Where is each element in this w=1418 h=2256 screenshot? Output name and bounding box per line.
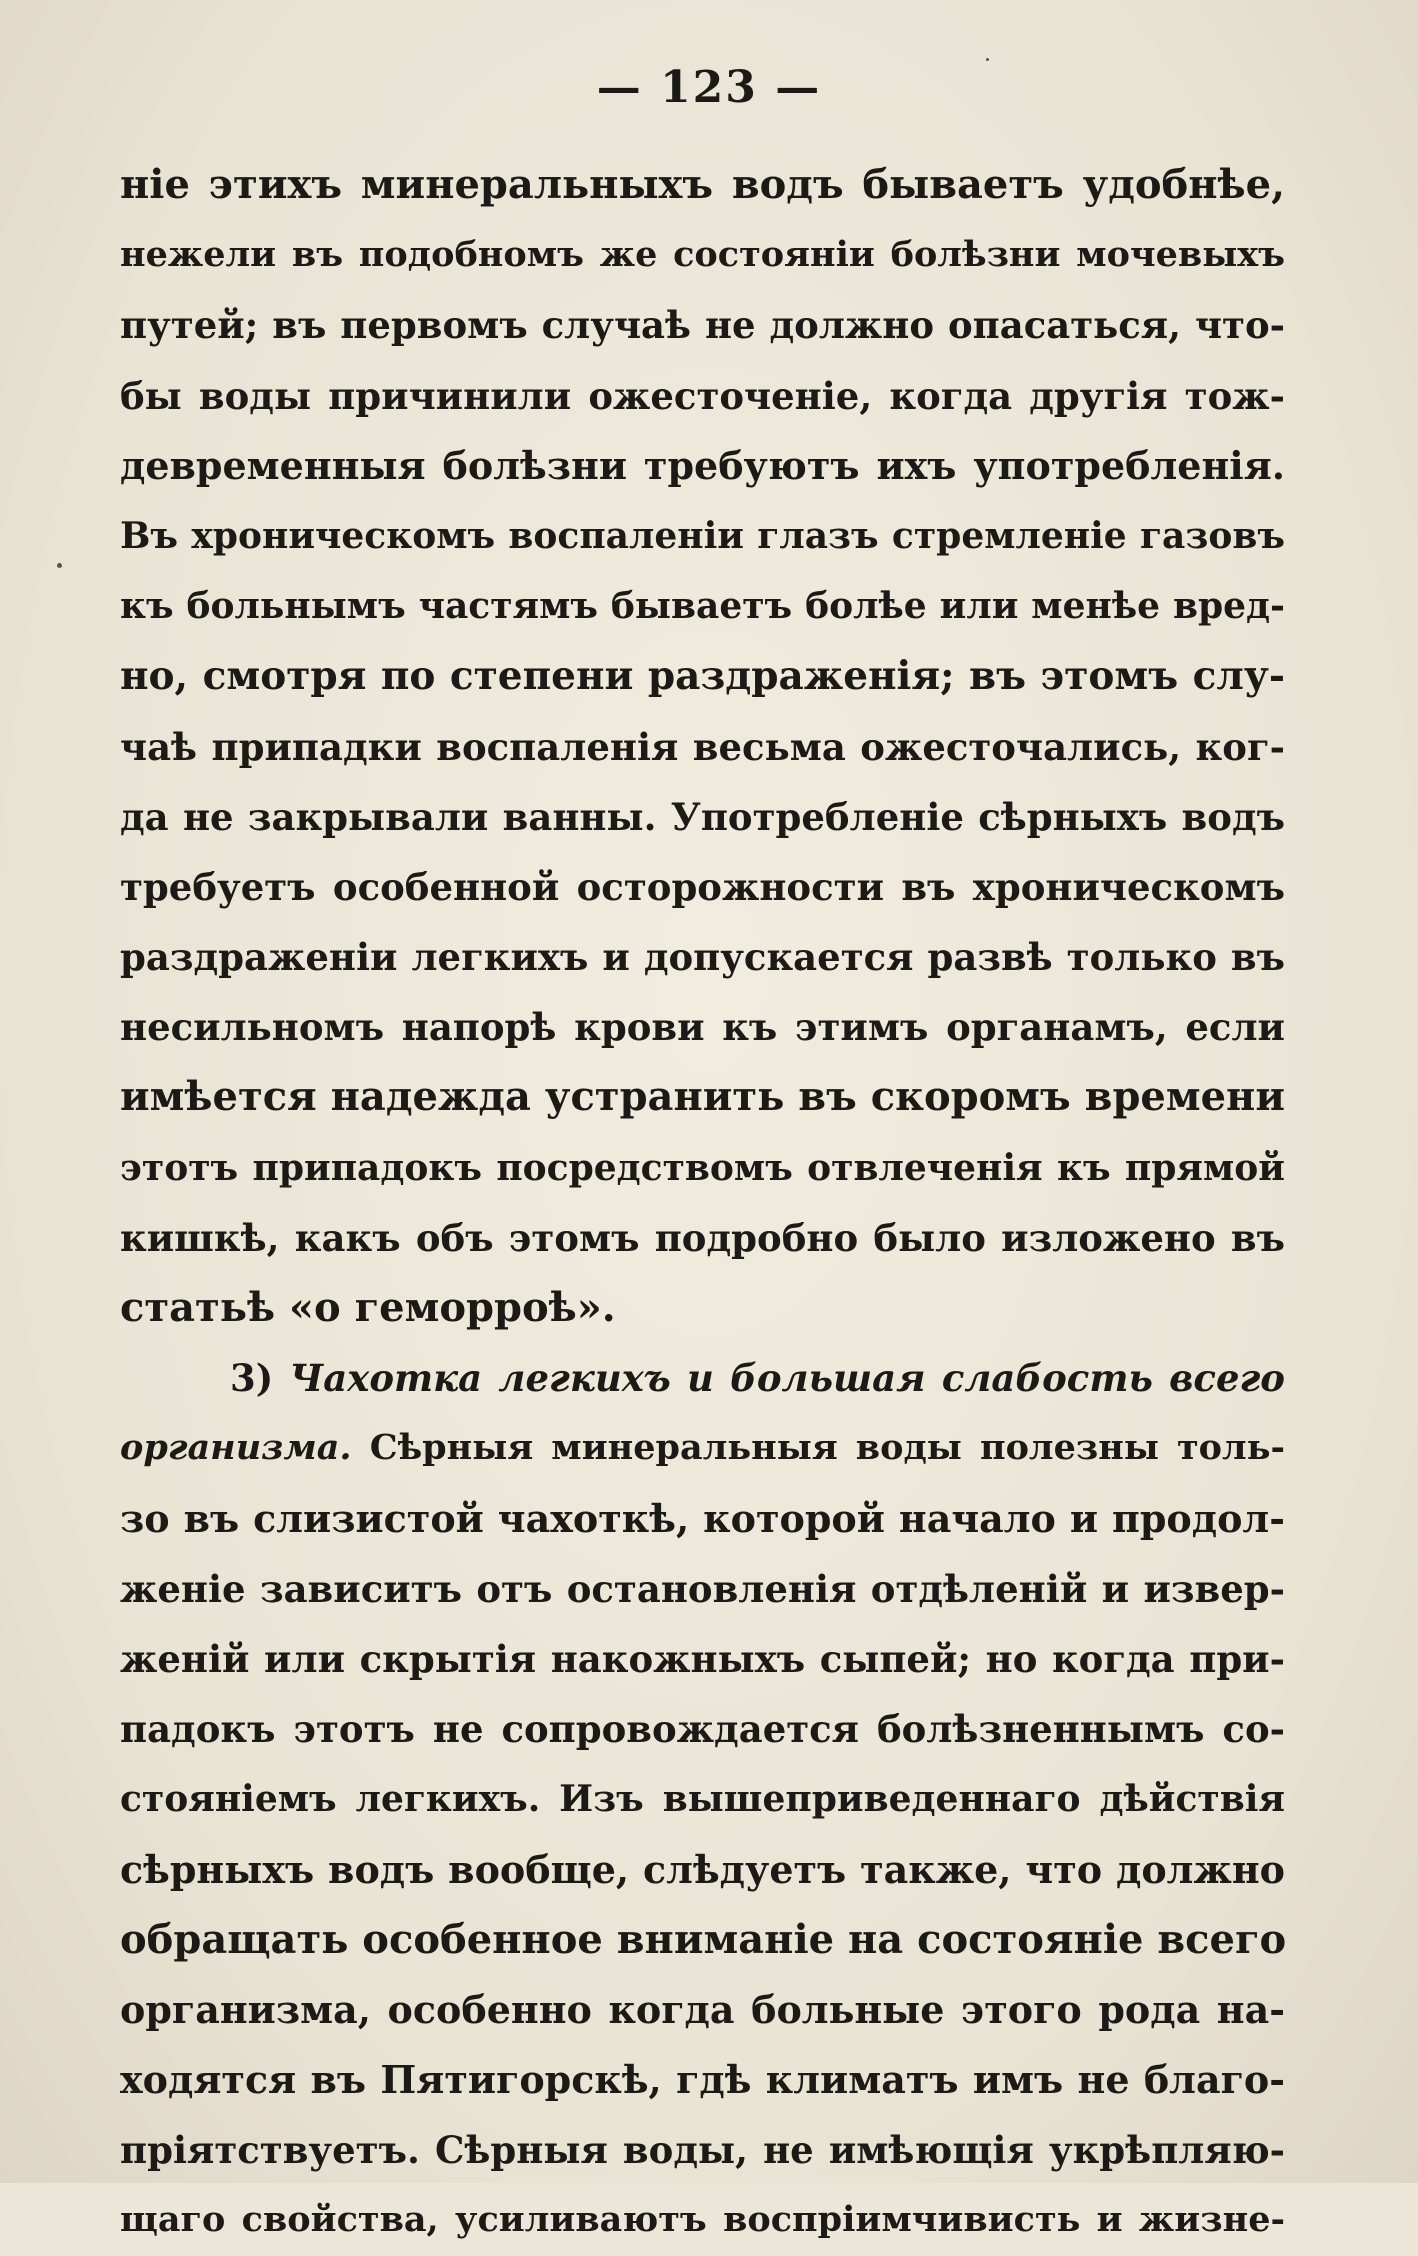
line-text: девременныя болѣзни требуютъ ихъ употребленія. [120, 442, 1285, 488]
text-line [120, 782, 1285, 852]
line-text: щаго свойства, усиливаютъ воспріимчивисть и жизне- [120, 2199, 1285, 2241]
text-line [120, 2185, 1285, 2255]
line-text: имѣется надежда устранить въ скоромъ времени [120, 1073, 1285, 1121]
line-text: нежели въ подобномъ же состояніи болѣзни мочевыхъ [120, 234, 1285, 276]
text-line [120, 290, 1285, 360]
text-line [120, 1413, 1285, 1483]
text-line [120, 1484, 1285, 1554]
text-line [120, 1554, 1285, 1624]
line-text: чаѣ припадки воспаленія весьма ожесточались, ког- [120, 724, 1285, 769]
line-text: обращать особенное вниманіе на состояніе всего [120, 1915, 1287, 1963]
text-line [120, 2115, 1285, 2185]
text-line [120, 992, 1285, 1062]
line-text: бы воды причинили ожесточеніе, когда другія тож- [120, 373, 1285, 418]
line-text: но, смотря по степени раздраженія; въ этомъ слу- [120, 653, 1285, 700]
body-text [120, 150, 1285, 2256]
line-text: требуетъ особенной осторожности въ хроническомъ [120, 864, 1285, 909]
line-text: да не закрывали ванны. Употребленіе сѣрныхъ водъ [120, 794, 1285, 839]
text-line [120, 1624, 1285, 1694]
text-line [120, 1133, 1285, 1203]
section-heading: Чахотка легкихъ и большая слабость всего [289, 1356, 1285, 1401]
line-text: женій или скрытія накожныхъ сыпей; но когда при- [120, 1636, 1285, 1681]
line-text: Въ хроническомъ воспаленіи глазъ стремленіе газовъ [120, 514, 1285, 557]
text-line [120, 1975, 1285, 2045]
text-line [120, 1273, 1285, 1343]
line-text: раздраженіи легкихъ и допускается развѣ только въ [120, 935, 1285, 980]
line-text: пріятствуетъ. Сѣрныя воды, не имѣющія укрѣпляю- [120, 2128, 1285, 2173]
text-line [120, 1694, 1285, 1764]
line-text: женіе зависитъ отъ остановленія отдѣленій и извер- [120, 1566, 1285, 1611]
print-speck [986, 58, 989, 61]
text-line [120, 361, 1285, 431]
text-line [120, 1203, 1285, 1273]
text-line [120, 571, 1285, 641]
line-text: падокъ этотъ не сопровождается болѣзненнымъ со- [120, 1707, 1285, 1752]
line-text: несильномъ напорѣ крови къ этимъ органамъ, если [120, 1005, 1285, 1050]
text-line [120, 1905, 1285, 1975]
text-line [120, 2045, 1285, 2115]
line-text: кишкѣ, какъ объ этомъ подробно было изложено въ [120, 1215, 1285, 1260]
text-line [120, 922, 1285, 992]
line-text: статьѣ «о геморроѣ». [120, 1284, 616, 1331]
line-text: Сѣрныя минеральныя воды полезны толь- [351, 1427, 1285, 1469]
text-line [120, 1835, 1285, 1905]
line-text: къ больнымъ частямъ бываетъ болѣе или менѣе вред- [120, 585, 1285, 628]
line-text: сѣрныхъ водъ вообще, слѣдуетъ также, что должно [120, 1846, 1285, 1892]
text-line [120, 712, 1285, 782]
text-line [120, 1343, 1285, 1413]
section-number: 3) [230, 1356, 290, 1401]
line-text: организма, особенно когда больные этого рода на- [120, 1986, 1285, 2032]
print-speck [57, 563, 62, 568]
section-heading: организма. [120, 1427, 352, 1469]
text-line [120, 1062, 1285, 1132]
line-text: ніе этихъ минеральныхъ водъ бываетъ удобнѣе, [120, 161, 1285, 208]
line-text: зо въ слизистой чахоткѣ, которой начало и продол- [120, 1495, 1285, 1541]
text-line [120, 431, 1285, 501]
line-text: путей; въ первомъ случаѣ не должно опасаться, что- [120, 303, 1285, 348]
line-text: ходятся въ Пятигорскѣ, гдѣ климатъ имъ не благо- [120, 2057, 1285, 2103]
text-line [120, 501, 1285, 571]
line-text: этотъ припадокъ посредствомъ отвлеченія къ прямой [120, 1146, 1285, 1189]
text-line [120, 1764, 1285, 1834]
text-line [120, 852, 1285, 922]
page-number: — 123 — [596, 62, 822, 113]
line-text: стояніемъ легкихъ. Изъ вышеприведеннаго дѣйствія [120, 1778, 1285, 1821]
text-line [120, 220, 1285, 290]
text-line [120, 150, 1285, 220]
text-line [120, 641, 1285, 711]
